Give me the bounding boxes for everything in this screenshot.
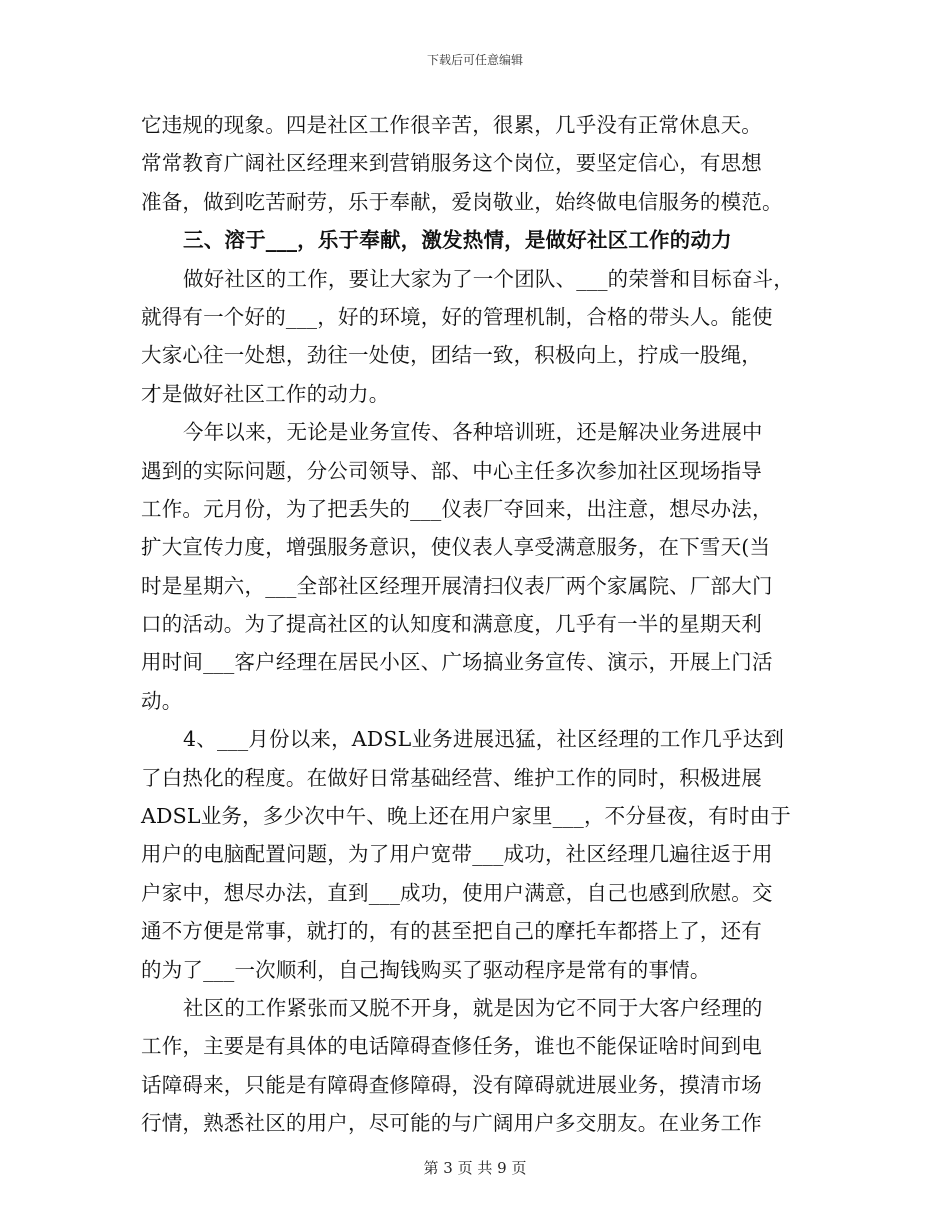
text-line: 话障碍来，只能是有障碍查修障碍，没有障碍就进展业务，摸清市场 [141, 1072, 762, 1097]
text-line: 动。 [141, 688, 183, 713]
text-line: 扩大宣传力度，增强服务意识，使仪表人享受满意服务，在下雪天(当 [141, 535, 771, 560]
text-line: 社区的工作紧张而又脱不开身，就是因为它不同于大客户经理的 [183, 995, 763, 1020]
text-line: ADSL业务，多少次中午、晚上还在用户家里___，不分昼夜，有时由于 [141, 804, 791, 829]
text-line: 它违规的现象。四是社区工作很辛苦，很累，几乎没有正常休息天。 [141, 113, 762, 137]
document-body [141, 106, 821, 1143]
text-line: 用户的电脑配置问题，为了用户宽带___成功，社区经理几遍往返于用 [141, 842, 773, 867]
text-line: 常常教育广阔社区经理来到营销服务这个岗位，要坚定信心，有思想 [141, 151, 762, 176]
text-line: 口的活动。为了提高社区的认知度和满意度，几乎有一半的星期天利 [141, 612, 762, 637]
text-line: 就得有一个好的___，好的环境，好的管理机制，合格的带头人。能使 [141, 304, 773, 329]
page-header: 下载后可任意编辑 [426, 53, 523, 67]
text-line: 时是星期六，___全部社区经理开展清扫仪表厂两个家属院、厂部大门 [141, 573, 773, 598]
text-line: 的为了___一次顺利，自己掏钱购买了驱动程序是常有的事情。 [141, 957, 711, 982]
text-line: 行情，熟悉社区的用户，尽可能的与广阔用户多交朋友。在业务工作 [141, 1111, 762, 1136]
page-number: 第 3 页 共 9 页 [423, 1159, 527, 1177]
text-line: 才是做好社区工作的动力。 [141, 381, 390, 406]
text-line: 工作。元月份，为了把丢失的___仪表厂夺回来，出注意，想尽办法， [141, 496, 773, 521]
text-line: 4、___月份以来，ADSL业务进展迅猛，社区经理的工作几乎达到 [183, 727, 785, 752]
text-line: 了白热化的程度。在做好日常基础经营、维护工作的同时，积极进展 [141, 765, 762, 790]
text-line: 工作，主要是有具体的电话障碍查修任务，谁也不能保证啥时间到电 [141, 1034, 762, 1059]
text-line: 用时间___客户经理在居民小区、广场搞业务宣传、演示，开展上门活 [141, 650, 773, 675]
text-line: 通不方便是常事，就打的，有的甚至把自己的摩托车都搭上了，还有 [141, 919, 762, 944]
text-line: 做好社区的工作，要让大家为了一个团队、___的荣誉和目标奋斗， [183, 266, 794, 291]
text-line: 遇到的实际问题，分公司领导、部、中心主任多次参加社区现场指导 [141, 458, 762, 483]
section-heading: 三、溶于___，乐于奉献，激发热情，是做好社区工作的动力 [183, 228, 732, 253]
text-line: 准备，做到吃苦耐劳，乐于奉献，爱岗敬业，始终做电信服务的模范。 [141, 189, 783, 214]
text-line: 大家心往一处想，劲往一处使，团结一致，积极向上，拧成一股绳， [141, 343, 762, 368]
text-line: 户家中，想尽办法，直到___成功，使用户满意，自己也感到欣慰。交 [141, 880, 773, 905]
text-line: 今年以来，无论是业务宣传、各种培训班，还是解决业务进展中 [183, 420, 763, 445]
